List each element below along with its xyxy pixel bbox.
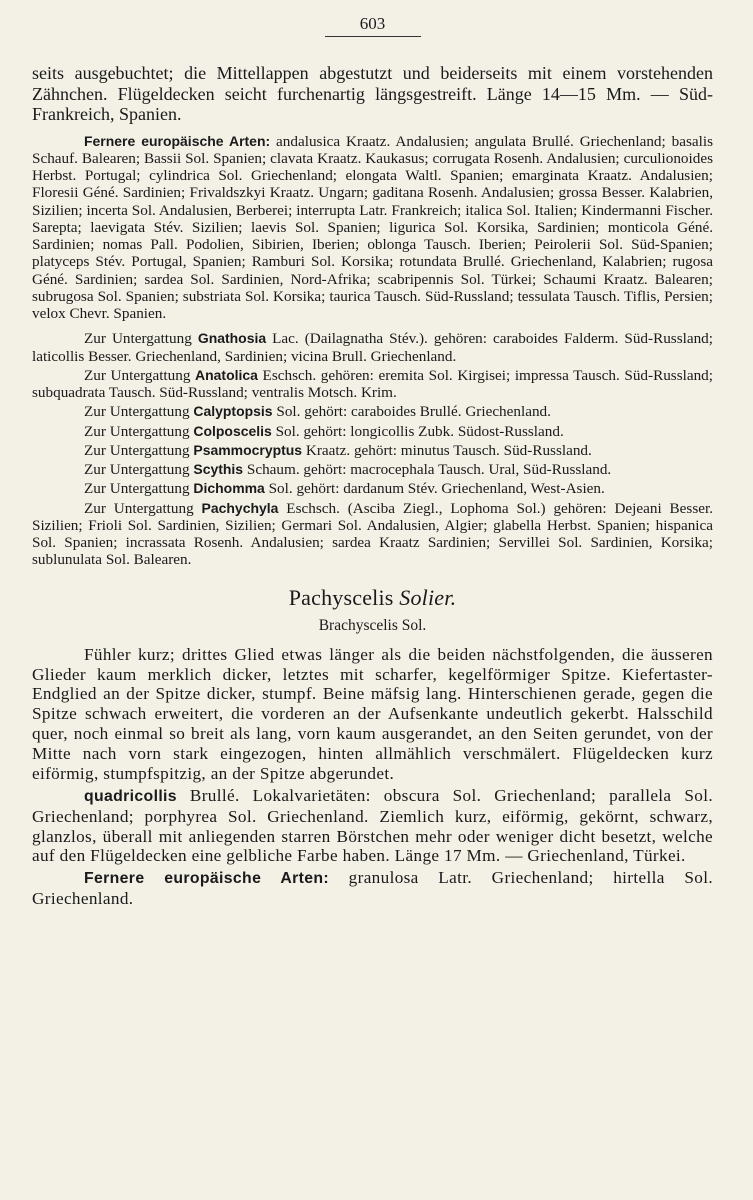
section-synonym: Brachyscelis Sol. xyxy=(318,616,427,634)
subgenus-text: Eschsch. (Asciba Ziegl., Lophoma Sol.) gehören: Dejeani Besser. Sizilien; Frioli Sol. Sardinien, Sizilien; Germari Sol. Andalusien, Algier; glabella Herbst. Spanien; hispanica Sol. Spanien; incrassata Rosenh. Andalusien; sardea Kraatz Sardinien; Servillei Sol. Sardinien, Korsika; sublunulata Sol. Balearen. xyxy=(32,499,713,569)
subgenus-paragraph xyxy=(32,403,713,420)
subgenus-name: Gnathosia xyxy=(197,330,267,347)
subgenus-text: Lac. (Dailagnatha Stév.). gehören: caraboides Falderm. Süd-Russland; laticollis Besser. Griechenland, Sardinien; vicina Brull. Griechenland. xyxy=(32,330,713,365)
subgenus-name: Scythis xyxy=(193,461,244,478)
subgenus-text: Eschsch. gehören: eremita Sol. Kirgisei; impressa Tausch. Süd-Russland; subquadrata Tausch. Süd-Russland; ventralis Motsch. Krim. xyxy=(32,366,713,402)
subgenus-prefix: Zur Untergattung xyxy=(84,480,194,498)
subgenus-text: Sol. gehört: caraboides Brullé. Griechenland. xyxy=(272,403,551,421)
final-text: granulosa Latr. Griechenland; hirtella Sol. Griechenland. xyxy=(32,868,713,908)
page-number-rule xyxy=(325,36,421,37)
subgenus-prefix: Zur Untergattung xyxy=(84,422,194,440)
subgenus-paragraph xyxy=(32,330,713,365)
subgenus-prefix: Zur Untergattung xyxy=(84,441,194,459)
subgenus-paragraph xyxy=(32,461,713,478)
genus-author: Solier. xyxy=(399,584,457,610)
subgenera-list xyxy=(32,330,713,568)
species-name: quadricollis xyxy=(84,788,177,806)
subgenus-name: Colposcelis xyxy=(193,422,272,439)
subgenus-paragraph xyxy=(32,480,713,497)
subgenus-prefix: Zur Untergattung xyxy=(84,499,202,517)
page-number: 603 xyxy=(359,14,386,33)
subgenus-name: Anatolica xyxy=(195,366,258,383)
subgenus-text: Sol. gehört: longicollis Zubk. Südost-Russland. xyxy=(271,422,564,440)
subgenus-paragraph xyxy=(32,500,713,569)
subgenus-name: Pachychyla xyxy=(201,499,279,516)
further-species-final xyxy=(32,868,713,908)
final-lead: Fernere europäische Arten: xyxy=(84,870,330,888)
continuation-paragraph: seits ausgebuchtet; die Mittellappen abgestutzt und beiderseits mit einem vorstehenden Zähnchen. Flügeldecken seicht furchenartig längsgestreift. Länge 14—15 Mm. — Süd-Frankreich, Spanien. xyxy=(32,63,713,125)
subgenus-paragraph xyxy=(32,442,713,459)
section-header xyxy=(32,585,713,635)
subgenus-name: Calyptopsis xyxy=(193,403,273,420)
subgenus-prefix: Zur Untergattung xyxy=(84,403,194,421)
subgenus-text: Sol. gehört: dardanum Stév. Griechenland, West-Asien. xyxy=(264,480,605,498)
subgenus-paragraph xyxy=(32,423,713,440)
subgenus-prefix: Zur Untergattung xyxy=(84,461,194,479)
subgenus-name: Dichomma xyxy=(193,480,265,497)
subgenus-paragraph xyxy=(32,367,713,402)
species-text: Brullé. Lokalvarietäten: obscura Sol. Griechenland; parallela Sol. Griechenland; porphyrea Sol. Griechenland. Ziemlich kurz, eiförmig, gekörnt, schwarz, glanzlos, überall mit anliegenden starren Börstchen mehr oder weniger dicht besetzt, welche auf den Flügeldecken eine gelbliche Farbe haben. Länge 17 Mm. — Griechenland, Türkei. xyxy=(32,786,713,866)
subgenus-name: Psammocryptus xyxy=(193,441,303,458)
genus-name: Pachyscelis xyxy=(288,584,394,610)
subgenus-prefix: Zur Untergattung xyxy=(84,366,196,384)
subgenus-text: Schaum. gehört: macrocephala Tausch. Ural, Süd-Russland. xyxy=(243,461,612,479)
section-title xyxy=(32,585,713,611)
further-species-paragraph xyxy=(32,133,713,323)
further-species-lead: Fernere europäische Arten: xyxy=(84,132,271,149)
subgenus-prefix: Zur Untergattung xyxy=(84,330,198,348)
further-species-text: andalusica Kraatz. Andalusien; angulata Brullé. Griechenland; basalis Schauf. Balearen; Bassii Sol. Spanien; clavata Kraatz. Kaukasus; corrugata Rosenh. Andalusien; curculionoides Herbst. Portugal; cylindrica Sol. Griechenland; elongata Waltl. Spanien; emarginata Kraatz. Andalusien; Floresii Géné. Sardinien; Frivaldszkyi Kraatz. Ungarn; gaditana Rosenh. Andalusien; grossa Besser. Kalabrien, Sizilien; incerta Sol. Andalusien, Berberei; interrupta Latr. Frankreich; italica Sol. Italien; Kindermanni Fischer. Sarepta; laevigata Stév. Sizilien; laevis Sol. Spanien; ligurica Sol. Korsika, Sardinien; monticola Géné. Sardinien; nomas Pall. Podolien, Sibirien, Iberien; oblonga Tausch. Iberien; Peirolerii Sol. Süd-Spanien; platyceps Stév. Portugal, Spanien; Ramburi Sol. Korsika; rotundata Brullé. Griechenland, Kalabrien; rugosa Géné. Sardinien; sardea Sol. Sardinien, Nord-Afrika; scabripennis Sol. Türkei; Schaumi Kraatz. Balearen; subrugosa Sol. Spanien; substriata Sol. Korsika; taurica Tausch. Süd-Russland; tessulata Tausch. Tiflis, Persien; velox Chevr. Spanien. xyxy=(32,132,713,323)
subgenus-text: Kraatz. gehört: minutus Tausch. Süd-Russland. xyxy=(302,441,592,459)
species-paragraph xyxy=(32,786,713,866)
genus-description: Fühler kurz; drittes Glied etwas länger als die beiden nächstfolgenden, die äusseren Glieder kaum merklich dicker, letztes mit scharfer, kegelförmiger Spitze. Kiefertaster-Endglied an der Spitze dicker, stumpf. Beine mäfsig lang. Hinterschienen gerade, gegen die Spitze schwach erweitert, die vorderen an der Aufsenkante undeutlich gekerbt. Halsschild quer, noch einmal so breit als lang, vorn kaum ausgerandet, an den Seiten gerundet, von der Mitte nach vorn stark eingezogen, hinten allmählich verschmälert. Flügeldecken kurz eiförmig, stumpfspitzig, an der Spitze abgerundet. xyxy=(32,644,713,784)
